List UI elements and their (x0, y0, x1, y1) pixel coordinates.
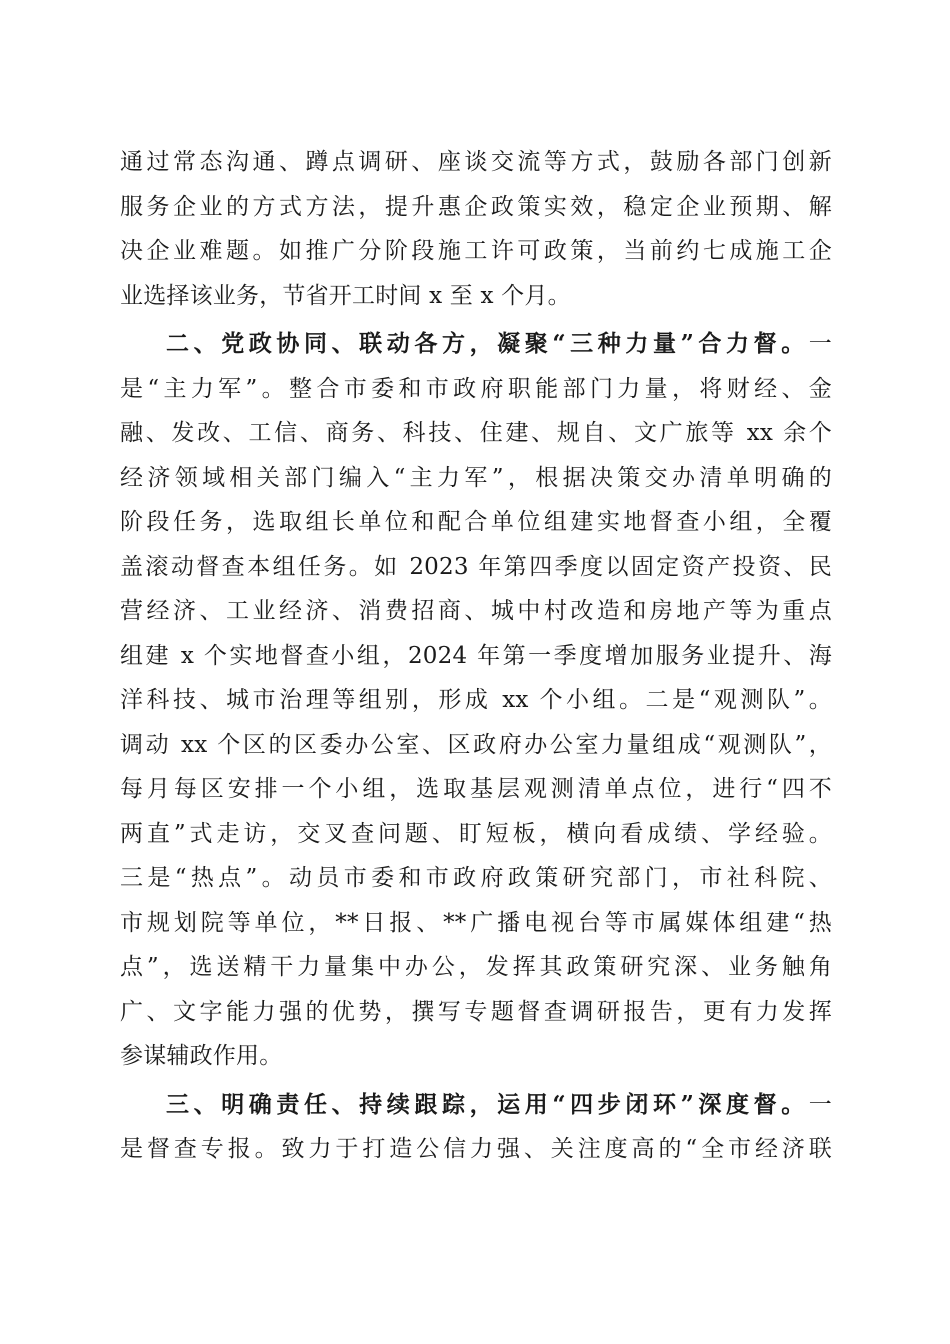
text-line: 盖滚动督查本组任务。如 2023 年第四季度以固定资产投资、民 (120, 553, 832, 580)
paragraph-1 (120, 140, 832, 318)
text-line: 经济领域相关部门编入“主力军”，根据决策交办清单明确的 (120, 464, 832, 491)
text-line: 业选择该业务，节省开工时间 x 至 x 个月。 (120, 282, 571, 309)
text-fragment: 一 (808, 1091, 832, 1118)
paragraph-2 (120, 322, 832, 1079)
text-line: 三是“热点”。动员市委和市政府政策研究部门，市社科院、 (120, 865, 832, 891)
text-line: 阶段任务，选取组长单位和配合单位组建实地督查小组，全覆 (120, 509, 832, 535)
text-line: 洋科技、城市治理等组别，形成 xx 个小组。二是“观测队”。 (120, 687, 832, 713)
text-line: 点”，选送精干力量集中办公，发挥其政策研究深、业务触角 (120, 954, 832, 980)
section-heading: 二、党政协同、联动各方，凝聚“三种力量”合力督。 (166, 330, 809, 357)
section-heading: 三、明确责任、持续跟踪，运用“四步闭环”深度督。 (166, 1090, 809, 1118)
text-fragment: 一 (808, 331, 832, 357)
paragraph-3 (120, 1083, 832, 1172)
text-line: 广、文字能力强的优势，撰写专题督查调研报告，更有力发挥 (120, 998, 832, 1025)
text-line: 两直”式走访，交叉查问题、盯短板，横向看成绩、学经验。 (120, 820, 832, 847)
text-line: 组建 x 个实地督查小组，2024 年第一季度增加服务业提升、海 (120, 642, 832, 669)
text-line: 市规划院等单位，**日报、**广播电视台等市属媒体组建“热 (120, 909, 832, 936)
section-heading-line (120, 322, 832, 367)
text-line: 服务企业的方式方法，提升惠企政策实效，稳定企业预期、解 (120, 193, 832, 220)
text-line: 营经济、工业经济、消费招商、城中村改造和房地产等为重点 (120, 598, 832, 624)
text-line: 是“主力军”。整合市委和市政府职能部门力量，将财经、金 (120, 375, 832, 402)
text-line: 通过常态沟通、蹲点调研、座谈交流等方式，鼓励各部门创新 (120, 149, 832, 175)
text-line: 融、发改、工信、商务、科技、住建、规自、文广旅等 xx 余个 (120, 420, 832, 446)
text-line: 决企业难题。如推广分阶段施工许可政策，当前约七成施工企 (120, 238, 832, 264)
section-heading-line (120, 1083, 832, 1128)
text-line: 参谋辅政作用。 (120, 1043, 283, 1069)
text-line: 是督查专报。致力于打造公信力强、关注度高的“全市经济联 (120, 1136, 832, 1162)
document-page (120, 140, 832, 1172)
text-line: 每月每区安排一个小组，选取基层观测清单点位，进行“四不 (120, 776, 832, 802)
text-line: 调动 xx 个区的区委办公室、区政府办公室力量组成“观测队”， (120, 731, 832, 758)
